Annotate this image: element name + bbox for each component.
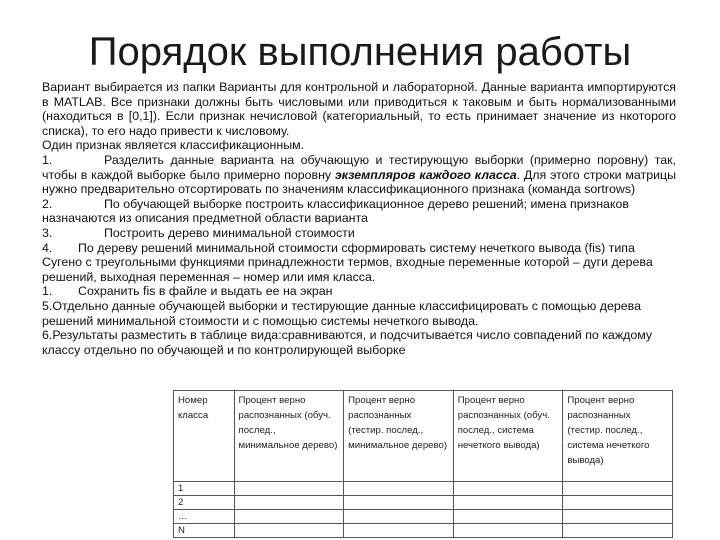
step-number: 3. bbox=[42, 225, 53, 240]
step-number: 1. bbox=[42, 152, 53, 167]
table-row bbox=[174, 524, 673, 538]
step-split bbox=[42, 153, 676, 197]
table-cell bbox=[344, 496, 454, 510]
paragraph-variant: Вариант выбирается из папки Варианты для контрольной и лабораторной. Данные варианта импортируются в MATLAB. Все признаки должны быть числовыми или приводиться к таковым и быть нормализованными (находиться в [0,1]). Если признак нечисловой (категориальный, то есть принимает значение из нкоторого списка), то его надо привести к числовому. bbox=[42, 80, 676, 138]
table-header-row bbox=[174, 391, 673, 482]
row-label: N bbox=[174, 524, 235, 538]
table-cell bbox=[453, 496, 563, 510]
table-cell bbox=[344, 482, 454, 496]
table-cell bbox=[234, 524, 344, 538]
step-min-tree bbox=[42, 226, 676, 241]
header-cell-train-fis: Процент верно распознанных (обуч. послед., система нечеткого вывода) bbox=[453, 391, 563, 482]
table-cell bbox=[563, 496, 673, 510]
paragraph-class-feature: Один признак является классификационным. bbox=[42, 138, 305, 153]
table-cell bbox=[234, 496, 344, 510]
step-text: Разделить данные варианта на обучающую и тестирующую выборки (примерно поровну) так, чтобы в каждой выборке было примерно поровну bbox=[42, 152, 676, 182]
row-label: 2 bbox=[174, 496, 235, 510]
header-cell-class: Номер класса bbox=[174, 391, 235, 482]
results-table bbox=[173, 390, 673, 538]
table-cell bbox=[453, 482, 563, 496]
row-label: 1 bbox=[174, 482, 235, 496]
table-cell bbox=[344, 524, 454, 538]
step-text-tail: . Для этого строки матрицы нужно предварительно отсортировать по значениям классификационного признака (команда sortrows) bbox=[42, 167, 677, 197]
page-title: Порядок выполнения работы bbox=[88, 30, 632, 74]
step-results: 6.Результаты разместить в таблице вида:сравниваются, и подсчитывается число совпадений по каждому классу отдельно по обучающей и по контролирующей выборке bbox=[42, 328, 653, 357]
instructions-body bbox=[42, 80, 676, 357]
header-cell-test-tree: Процент верно распознанных (тестир. послед., минимальное дерево) bbox=[344, 391, 454, 482]
row-label: … bbox=[174, 510, 235, 524]
step-number: 4. bbox=[42, 240, 53, 255]
step-build-tree bbox=[42, 197, 676, 226]
table-cell bbox=[453, 510, 563, 524]
step-fis bbox=[42, 241, 676, 285]
step-text: Сохранить fis в файле и выдать ее на экран bbox=[78, 284, 333, 299]
table-cell bbox=[234, 510, 344, 524]
table-cell bbox=[563, 524, 673, 538]
table-cell bbox=[344, 510, 454, 524]
step-emphasis: экземпляров каждого класса bbox=[334, 167, 517, 182]
table-row bbox=[174, 482, 673, 496]
step-classify: 5.Отдельно данные обучающей выборки и тестирующие данные классифицировать с помощью дерева решений минимальной стоимости и с помощью системы нечеткого вывода. bbox=[42, 298, 641, 328]
step-number: 1. bbox=[42, 284, 53, 299]
table-cell bbox=[453, 524, 563, 538]
step-text: По обучающей выборке построить классификационное дерево решений; имена признаков назначаются из описания предметной области варианта bbox=[42, 196, 629, 226]
step-text: По дереву решений минимальной стоимости сформировать систему нечеткого вывода (fis) типа Сугено с треугольными функциями принадлежности термов, входные переменные которой – дуги дерева решений, выходная переменная – номер или имя класса. bbox=[42, 240, 653, 284]
table-cell bbox=[563, 510, 673, 524]
table-cell bbox=[563, 482, 673, 496]
step-number: 2. bbox=[42, 196, 53, 211]
table-cell bbox=[234, 482, 344, 496]
header-cell-train-tree: Процент верно распознанных (обуч. послед., минимальное дерево) bbox=[234, 391, 344, 482]
table-row bbox=[174, 510, 673, 524]
step-text: Построить дерево минимальной стоимости bbox=[104, 225, 355, 240]
header-cell-test-fis: Процент верно распознанных (тестир. послед., система нечеткого вывода) bbox=[563, 391, 673, 482]
step-save-fis bbox=[42, 284, 676, 299]
table-row bbox=[174, 496, 673, 510]
